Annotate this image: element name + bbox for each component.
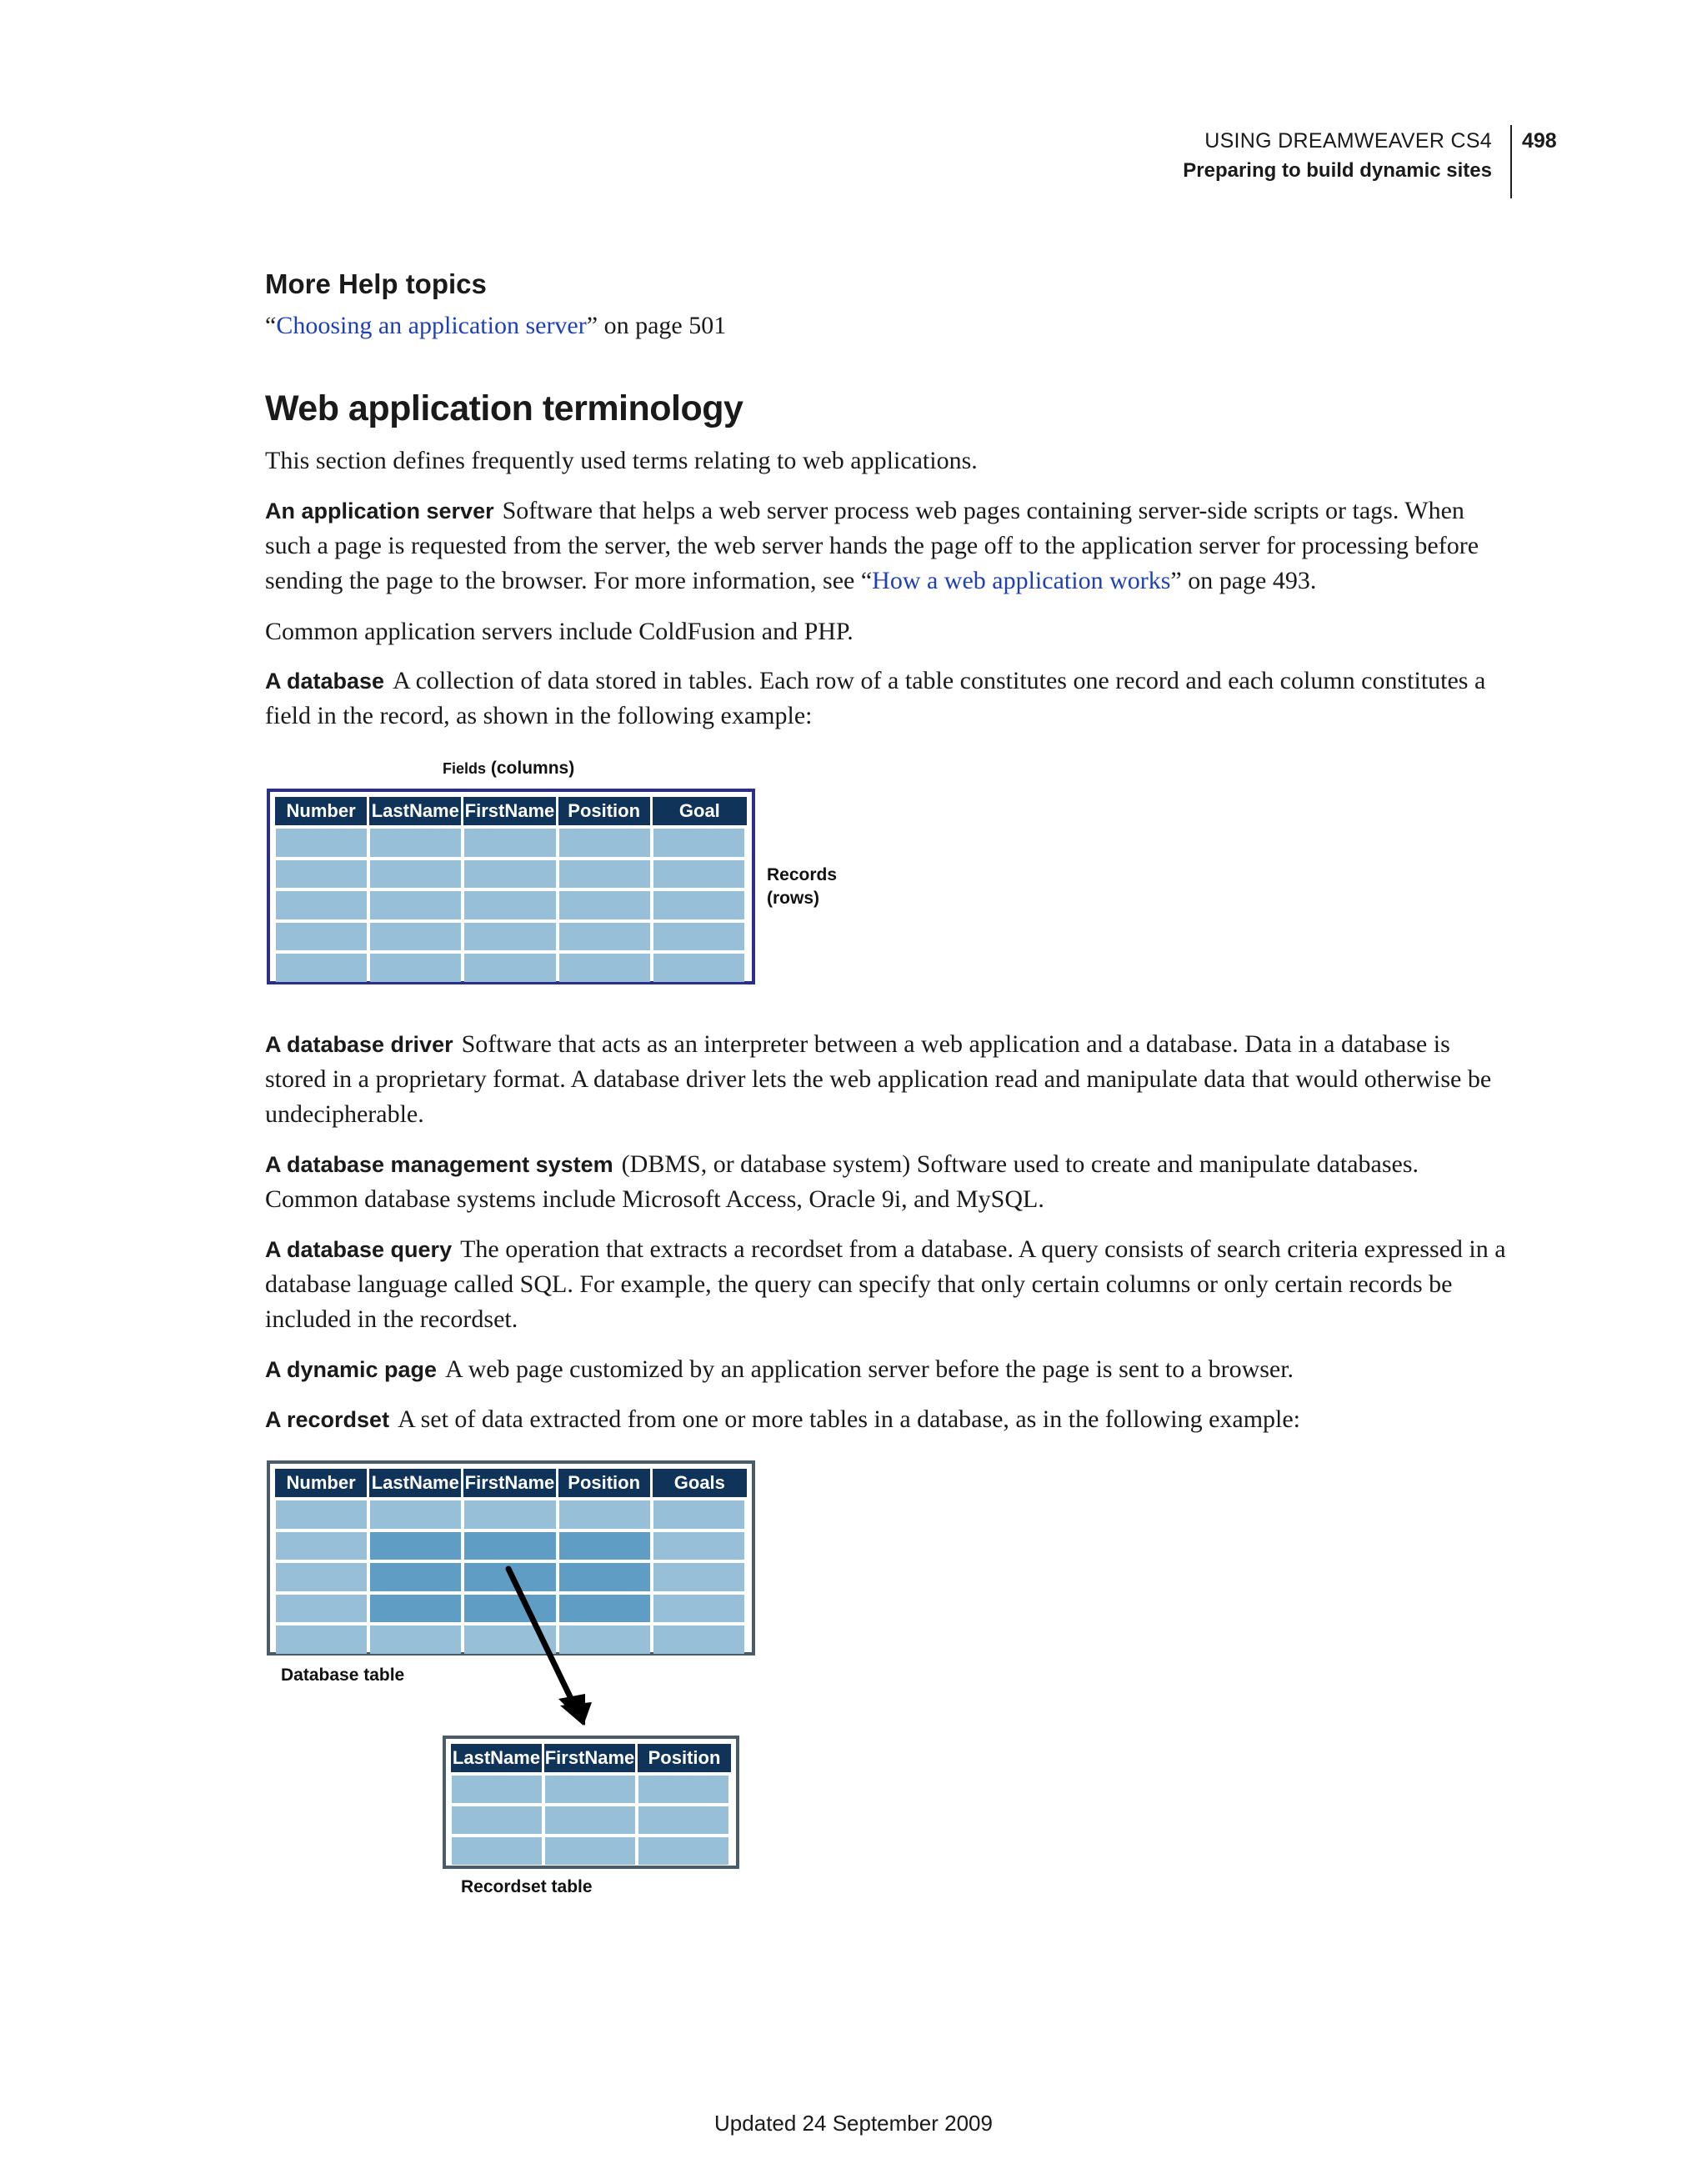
table-header-row	[275, 797, 747, 825]
term-app-server	[265, 493, 1515, 599]
table-cell	[276, 829, 367, 857]
table-cell	[370, 923, 461, 951]
table-header-row	[275, 1469, 747, 1497]
records-label-line1: Records	[767, 865, 838, 884]
term-label: A recordset	[265, 1407, 390, 1432]
table-cell	[276, 1625, 367, 1654]
column-header: FirstName	[463, 797, 558, 825]
table-cell	[464, 954, 555, 982]
term-label: A database	[265, 669, 385, 694]
table-cell	[452, 1806, 542, 1834]
table-cell	[276, 860, 367, 889]
table-cell	[653, 1563, 744, 1591]
page-number: 498	[1522, 129, 1557, 153]
table-cell	[370, 1532, 461, 1560]
term-text: A collection of data stored in tables. Each row of a table constitutes one record and each column constitutes a field in the record, as shown in the following example:	[265, 667, 1486, 729]
open-quote: “	[265, 312, 277, 339]
table-cell	[653, 891, 744, 919]
table-cell	[653, 829, 744, 857]
table-cell	[276, 1563, 367, 1591]
table-cell	[464, 923, 555, 951]
column-header: FirstName	[463, 1469, 558, 1497]
table-cell	[276, 954, 367, 982]
table-cell	[276, 891, 367, 919]
term-text: Software that helps a web server process web pages containing server-side scripts or tags. When such a page is requested from the server, the web server hands the page off to the application server for processing before sending the page to the browser. For more information, see “	[265, 497, 1479, 594]
table-cell	[653, 1595, 744, 1623]
how-web-app-works-link[interactable]: How a web application works	[872, 567, 1171, 594]
term-label: A database query	[265, 1237, 453, 1262]
table-cell	[653, 954, 744, 982]
column-header: Number	[275, 797, 369, 825]
page-footer: Updated 24 September 2009	[714, 2111, 993, 2136]
fields-label-small: Fields	[443, 760, 487, 777]
section-intro: This section defines frequently used terms relating to web applications.	[265, 447, 978, 474]
table-cell	[653, 860, 744, 889]
term-text-after: ” on page 493.	[1170, 567, 1317, 594]
term-text: (DBMS, or database system) Software used to create and manipulate databases. Common database systems include Microsoft Access, Oracle 9i, and MySQL.	[265, 1150, 1419, 1213]
column-header: LastName	[369, 1469, 463, 1497]
table-cell	[276, 1500, 367, 1529]
term-dbms	[265, 1147, 1515, 1217]
table-cell	[559, 954, 650, 982]
term-text: Software that acts as an interpreter between a web application and a database. Data in a database is stored in a proprietary format. A database driver lets the web application read and manipulate data that would otherwise be undecipherable.	[265, 1030, 1492, 1128]
table-cell	[559, 1532, 650, 1560]
more-help-heading: More Help topics	[265, 268, 487, 299]
table-cell	[545, 1776, 635, 1803]
table-cell	[370, 1563, 461, 1591]
table-cell	[638, 1806, 728, 1834]
link-suffix: ” on page 501	[586, 312, 727, 339]
table-cell	[370, 891, 461, 919]
term-database	[265, 664, 1515, 734]
term-database-query	[265, 1232, 1515, 1337]
table-cell	[638, 1776, 728, 1803]
table-cell	[559, 891, 650, 919]
table-cell	[464, 1500, 555, 1529]
table-cell	[464, 860, 555, 889]
column-header: Goal	[678, 800, 720, 821]
table-cell	[452, 1837, 542, 1865]
term-dynamic-page	[265, 1352, 1515, 1387]
table-cell	[653, 1625, 744, 1654]
column-header: Number	[275, 1469, 369, 1497]
term-label: An application server	[265, 498, 494, 523]
table-cell	[653, 1532, 744, 1560]
table-cell	[545, 1837, 635, 1865]
table-cell	[653, 923, 744, 951]
extract-arrow-icon	[492, 1559, 608, 1734]
term-label: A database driver	[265, 1032, 453, 1057]
table-cell	[370, 1625, 461, 1654]
term-text: The operation that extracts a recordset from a database. A query consists of search criteria expressed in a database language called SQL. For example, the query can specify that only certain columns or only certain records be included in the recordset.	[265, 1235, 1506, 1333]
table-cell	[559, 1500, 650, 1529]
column-header: LastName	[369, 797, 463, 825]
table-cell	[370, 829, 461, 857]
term-text: A set of data extracted from one or more tables in a database, as in the following example:	[398, 1405, 1301, 1433]
table-cell	[370, 860, 461, 889]
term-label: A dynamic page	[265, 1357, 438, 1382]
table-cell	[464, 829, 555, 857]
fields-label	[443, 759, 574, 779]
table-cell	[276, 1532, 367, 1560]
table-cell	[452, 1776, 542, 1803]
table-cell	[464, 1532, 555, 1560]
table-cell	[370, 1500, 461, 1529]
term-label: A database management system	[265, 1152, 613, 1177]
term-text: A web page customized by an application server before the page is sent to a browser.	[445, 1355, 1294, 1383]
database-table-label: Database table	[281, 1666, 405, 1685]
database-example-table	[267, 789, 755, 984]
table-cell	[559, 829, 650, 857]
table-cell	[559, 860, 650, 889]
table-header-row	[451, 1744, 731, 1772]
column-header: Position	[558, 797, 653, 825]
recordset-table-label: Recordset table	[461, 1877, 593, 1896]
table-cell	[559, 923, 650, 951]
fields-label-columns: (columns)	[490, 759, 575, 778]
book-title: USING DREAMWEAVER CS4	[1204, 129, 1492, 153]
table-cell	[276, 923, 367, 951]
records-label-line2: (rows)	[767, 889, 819, 908]
records-label	[767, 864, 837, 910]
table-cell	[464, 891, 555, 919]
term-recordset	[265, 1402, 1515, 1437]
table-cell	[653, 1500, 744, 1529]
column-header: Position	[558, 1469, 653, 1497]
app-server-note: Common application servers include ColdFusion and PHP.	[265, 618, 854, 645]
column-header: Position	[648, 1747, 721, 1768]
more-help-link-line	[265, 308, 1515, 343]
term-database-driver	[265, 1027, 1515, 1132]
table-cell	[545, 1806, 635, 1834]
column-header: FirstName	[544, 1744, 638, 1772]
chapter-title: Preparing to build dynamic sites	[1183, 159, 1492, 182]
running-header	[1183, 125, 1512, 198]
column-header: Goals	[673, 1472, 725, 1493]
table-cell	[370, 954, 461, 982]
table-cell	[276, 1595, 367, 1623]
table-cell	[638, 1837, 728, 1865]
column-header: LastName	[451, 1744, 544, 1772]
choosing-app-server-link[interactable]: Choosing an application server	[276, 312, 587, 339]
table-cell	[370, 1595, 461, 1623]
recordset-table	[443, 1736, 739, 1869]
section-title: Web application terminology	[265, 388, 743, 428]
